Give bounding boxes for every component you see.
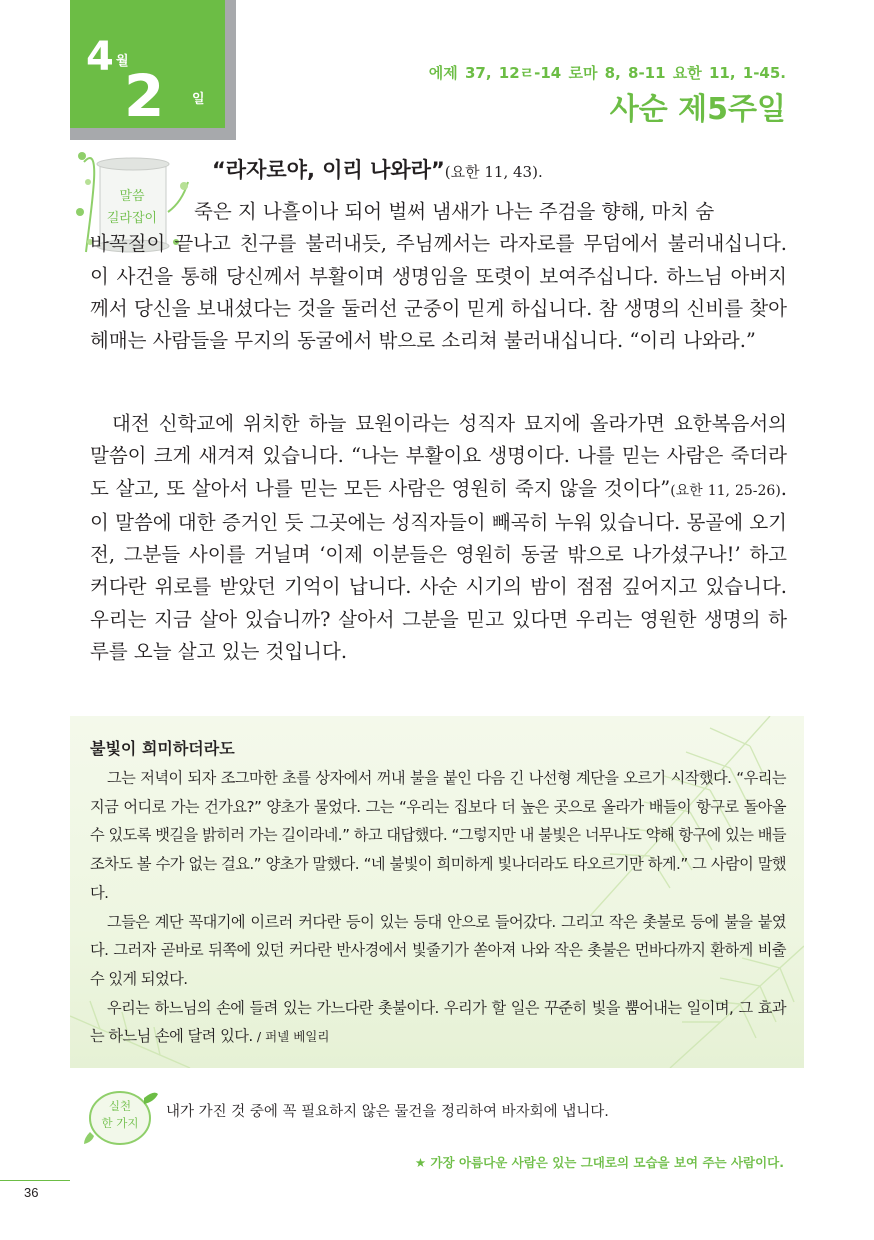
date-month-unit: 월: [116, 54, 129, 69]
paragraph-1-line-1: 죽은 지 나흘이나 되어 벌써 냄새가 나는 주검을 향해, 마치 숨: [194, 200, 715, 223]
page-divider: [0, 1180, 70, 1181]
scripture-readings: 에제 37, 12ㄹ-14 로마 8, 8-11 요한 11, 1-45.: [428, 64, 786, 82]
paragraph-2-citation: (요한 11, 25-26): [670, 482, 781, 499]
story-paragraph-3: 우리는 하느님의 손에 들려 있는 가느다란 촛불이다. 우리가 할 일은 꾸준히 빛을 뿜어내는 일이며, 그 효과는 하느님 손에 달려 있다. / 퍼넬 베일리: [90, 998, 786, 1046]
story-paragraph-1: 그는 저녁이 되자 조그마한 초를 상자에서 꺼내 불을 붙인 다음 긴 나선형 계단을 오르기 시작했다. “우리는 지금 어디로 가는 건가요?” 양초가 물었다. 그는 “우리는 집보다 더 높은 곳으로 올라가 배들이 항구로 돌아올 수 있도록 뱃길을 밝히러 가는 길이라네.” 하고 대답했다. “그렇지만 내 불빛은 너무나도 약해 항구에 있는 배들조차도 볼 수가 없는 걸요.” 양초가 말했다. “네 불빛이 희미하게 빛나더라도 타오르기만 하게.” 그 사람이 말했다.: [90, 769, 786, 902]
reflection-paragraph-1: [90, 196, 787, 357]
date-day-unit: 일: [192, 92, 205, 107]
quote-text: “라자로야, 이리 나와라”: [212, 158, 445, 182]
story-author: / 퍼넬 베일리: [256, 1029, 330, 1045]
date-day: 2: [124, 62, 165, 130]
practice-text: 내가 가진 것 중에 꼭 필요하지 않은 물건을 정리하여 바자회에 냅니다.: [166, 1104, 609, 1120]
date-month: 4: [86, 34, 114, 80]
paragraph-1-rest: 바꼭질이 끝나고 친구를 불러내듯, 주님께서는 라자로를 무덤에서 불러내십니다. 이 사건을 통해 당신께서 부활이며 생명임을 또렷이 보여주십니다. 하느님 아버지께서 당신을 보내셨다는 것을 둘러선 군중이 믿게 하십니다. 참 생명의 신비를 찾아 헤매는 사람들을 무지의 동굴에서 밖으로 소리쳐 불러내십니다. “이리 나와라.”: [90, 232, 787, 353]
reflection-paragraph-2: 대전 신학교에 위치한 하늘 묘원이라는 성직자 묘지에 올라가면 요한복음서의 말씀이 크게 새겨져 있습니다. “나는 부활이요 생명이다. 나를 믿는 사람은 죽더라도 살고, 또 살아서 나를 믿는 모든 사람은 영원히 죽지 않을 것이다”(요한 11, 25-26). 이 말씀에 대한 증거인 듯 그곳에는 성직자들이 빼곡히 누워 있습니다. 몽골에 오기 전, 그분들 사이를 거닐며 ‘이제 이분들은 영원히 동굴 밖으로 나가셨구나!’ 하고 커다란 위로를 받았던 기억이 납니다. 사순 시기의 밤이 점점 깊어지고 있습니다. 우리는 지금 살아 있습니까? 살아서 그분을 믿고 있다면 우리는 영원한 생명의 하루를 오늘 살고 있는 것입니다.: [90, 412, 787, 664]
page-number: 36: [24, 1185, 39, 1200]
practice-label: 실천 한 가지: [101, 1099, 139, 1130]
quote-citation: (요한 11, 43).: [444, 163, 543, 181]
liturgical-day-title: 사순 제5주일: [609, 92, 786, 127]
scripture-quote: [212, 154, 543, 184]
story-paragraph-2: 그들은 계단 꼭대기에 이르러 커다란 등이 있는 등대 안으로 들어갔다. 그리고 작은 촛불로 등에 불을 붙였다. 그러자 곧바로 뒤쪽에 있던 커다란 반사경에서 빛줄기가 쏟아져 나와 작은 촛불은 먼바다까지 환하게 비출 수 있게 되었다.: [90, 912, 786, 988]
story-title: 불빛이 희미하더라도: [90, 739, 235, 758]
footer-quote: ★ 가장 아름다운 사람은 있는 그대로의 모습을 보여 주는 사람이다.: [414, 1155, 784, 1170]
word-guide-label: 말씀 길라잡이: [106, 189, 158, 226]
story-text: [90, 764, 786, 1052]
